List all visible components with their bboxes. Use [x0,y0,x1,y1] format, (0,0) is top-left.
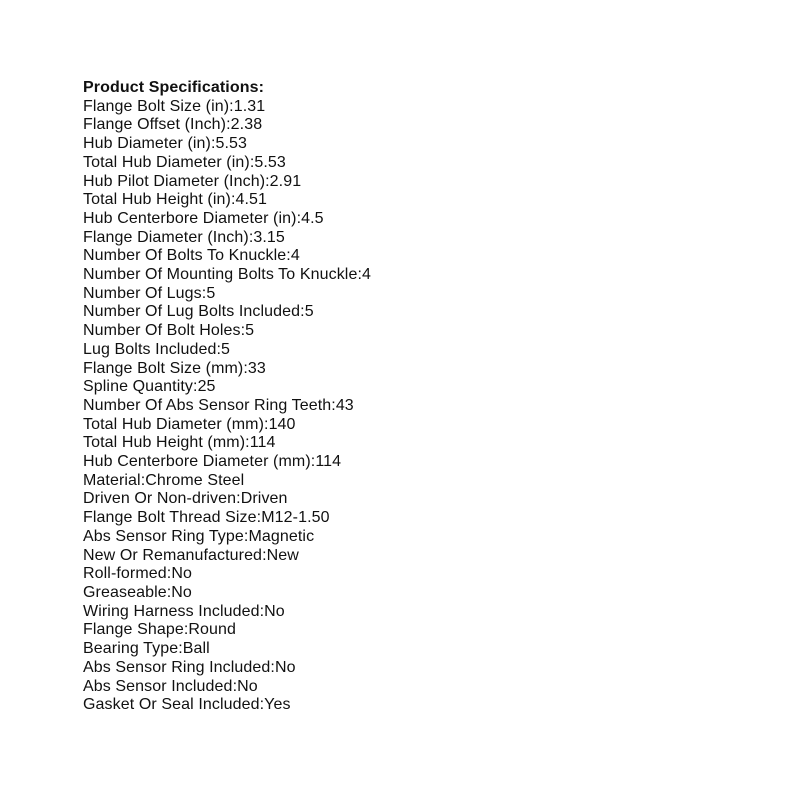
spec-row [83,603,371,622]
spec-row [83,285,371,304]
spec-label: Material [83,471,141,489]
spec-label: Number Of Bolt Holes [83,322,241,340]
spec-label: Number Of Lugs [83,284,202,302]
spec-label: Greaseable [83,583,167,601]
spec-separator: : [248,228,254,246]
spec-separator: : [243,527,249,545]
spec-value: 4 [290,247,300,265]
spec-separator: : [331,396,336,414]
spec-separator: : [178,640,183,658]
spec-separator: : [300,303,305,321]
spec-label: Flange Offset (Inch) [83,116,227,134]
spec-separator: : [256,509,262,527]
spec-label: Abs Sensor Ring Type [83,527,244,545]
spec-separator: : [243,359,248,377]
product-specifications-panel [83,79,371,715]
spec-value: M12-1.50 [261,509,330,527]
spec-label: Number Of Abs Sensor Ring Teeth [83,396,332,414]
spec-row [83,696,371,715]
spec-value: 2.38 [230,116,263,134]
spec-row [83,266,371,285]
spec-row [83,528,371,547]
spec-separator: : [357,266,362,284]
spec-row [83,640,371,659]
spec-row [83,397,371,416]
spec-row [83,322,371,341]
spec-row [83,154,371,173]
spec-row [83,565,371,584]
spec-separator: : [229,97,234,115]
spec-label: Flange Shape [83,621,184,639]
spec-row [83,678,371,697]
spec-value: No [237,677,258,695]
spec-value: 43 [335,396,354,414]
spec-separator: : [310,453,316,471]
specs-heading: Product Specifications: [83,79,264,96]
spec-separator: : [270,658,275,676]
spec-label: Total Hub Height (mm) [83,434,246,452]
spec-value: Yes [264,696,291,714]
spec-separator: : [183,621,189,639]
spec-row [83,229,371,248]
spec-separator: : [249,153,255,171]
spec-value: 5.53 [254,153,286,171]
spec-label: Driven Or Non-driven [83,490,237,508]
spec-label: Hub Diameter (in) [83,135,211,153]
spec-label: Hub Pilot Diameter (Inch) [83,172,266,190]
spec-row [83,659,371,678]
spec-row [83,98,371,117]
spec-row [83,247,371,266]
spec-label: Gasket Or Seal Included [83,696,260,714]
spec-label: Wiring Harness Included [83,602,260,620]
spec-value: 25 [197,378,216,396]
spec-label: Hub Centerbore Diameter (mm) [83,453,311,471]
spec-value: 3.15 [253,228,285,246]
spec-separator: : [226,116,231,134]
spec-label: Number Of Mounting Bolts To Knuckle [83,266,358,284]
spec-separator: : [140,471,146,489]
spec-row [83,303,371,322]
spec-row [83,210,371,229]
spec-label: New Or Remanufactured [83,546,263,564]
spec-label: Number Of Lug Bolts Included [83,303,301,321]
spec-value: 5 [206,284,216,302]
spec-value: 4.5 [301,209,324,227]
spec-row [83,547,371,566]
spec-label: Total Hub Diameter (in) [83,153,250,171]
spec-label: Spline Quantity [83,378,194,396]
spec-value: No [171,583,192,601]
spec-label: Total Hub Height (in) [83,191,231,209]
spec-row [83,490,371,509]
spec-separator: : [264,415,269,433]
spec-label: Abs Sensor Included [83,677,233,695]
spec-label: Flange Bolt Size (mm) [83,359,244,377]
spec-separator: : [193,378,198,396]
spec-row [83,191,371,210]
spec-label: Roll-formed [83,565,167,583]
spec-label: Flange Bolt Size (in) [83,97,230,115]
spec-row [83,341,371,360]
spec-row [83,584,371,603]
spec-row [83,360,371,379]
spec-label: Flange Diameter (Inch) [83,228,249,246]
spec-label: Abs Sensor Ring Included [83,658,271,676]
spec-separator: : [259,602,265,620]
spec-value: No [264,602,285,620]
spec-value: Chrome Steel [145,471,245,489]
spec-separator: : [262,546,267,564]
spec-row [83,378,371,397]
spec-separator: : [166,583,172,601]
spec-value: 2.91 [269,172,302,190]
spec-value: 4.51 [235,191,268,209]
spec-value: 114 [249,434,276,452]
spec-row [83,453,371,472]
spec-label: Flange Bolt Thread Size [83,509,257,527]
spec-row [83,509,371,528]
spec-label: Total Hub Diameter (mm) [83,415,265,433]
spec-label: Lug Bolts Included [83,340,217,358]
spec-value: 5 [221,340,230,358]
spec-separator: : [210,135,216,153]
spec-label: Number Of Bolts To Knuckle [83,247,287,265]
spec-row [83,621,371,640]
spec-value: Magnetic [248,527,315,545]
spec-separator: : [245,434,250,452]
spec-separator: : [232,677,238,695]
spec-separator: : [201,284,207,302]
spec-separator: : [296,209,302,227]
spec-separator: : [265,172,270,190]
spec-separator: : [259,696,265,714]
spec-value: 114 [315,453,342,471]
spec-label: Bearing Type [83,640,179,658]
spec-value: Ball [182,640,210,658]
spec-value: 5 [245,322,255,340]
spec-value: 140 [268,415,296,433]
spec-separator: : [166,565,172,583]
spec-value: 33 [247,359,266,377]
spec-value: 5 [304,303,314,321]
spec-value: 4 [362,266,371,284]
specs-list [83,98,371,715]
spec-value: Driven [240,490,288,508]
spec-value: No [274,658,296,676]
spec-row [83,416,371,435]
spec-value: New [266,546,299,564]
spec-separator: : [236,490,241,508]
spec-row [83,135,371,154]
spec-separator: : [216,340,221,358]
spec-separator: : [240,322,246,340]
spec-row [83,173,371,192]
spec-row [83,434,371,453]
spec-value: 5.53 [215,135,248,153]
spec-value: 1.31 [233,97,266,115]
spec-value: No [171,565,192,583]
spec-row [83,472,371,491]
spec-row [83,116,371,135]
spec-value: Round [188,621,237,639]
spec-label: Hub Centerbore Diameter (in) [83,209,297,227]
spec-separator: : [286,247,291,265]
spec-separator: : [230,191,236,209]
